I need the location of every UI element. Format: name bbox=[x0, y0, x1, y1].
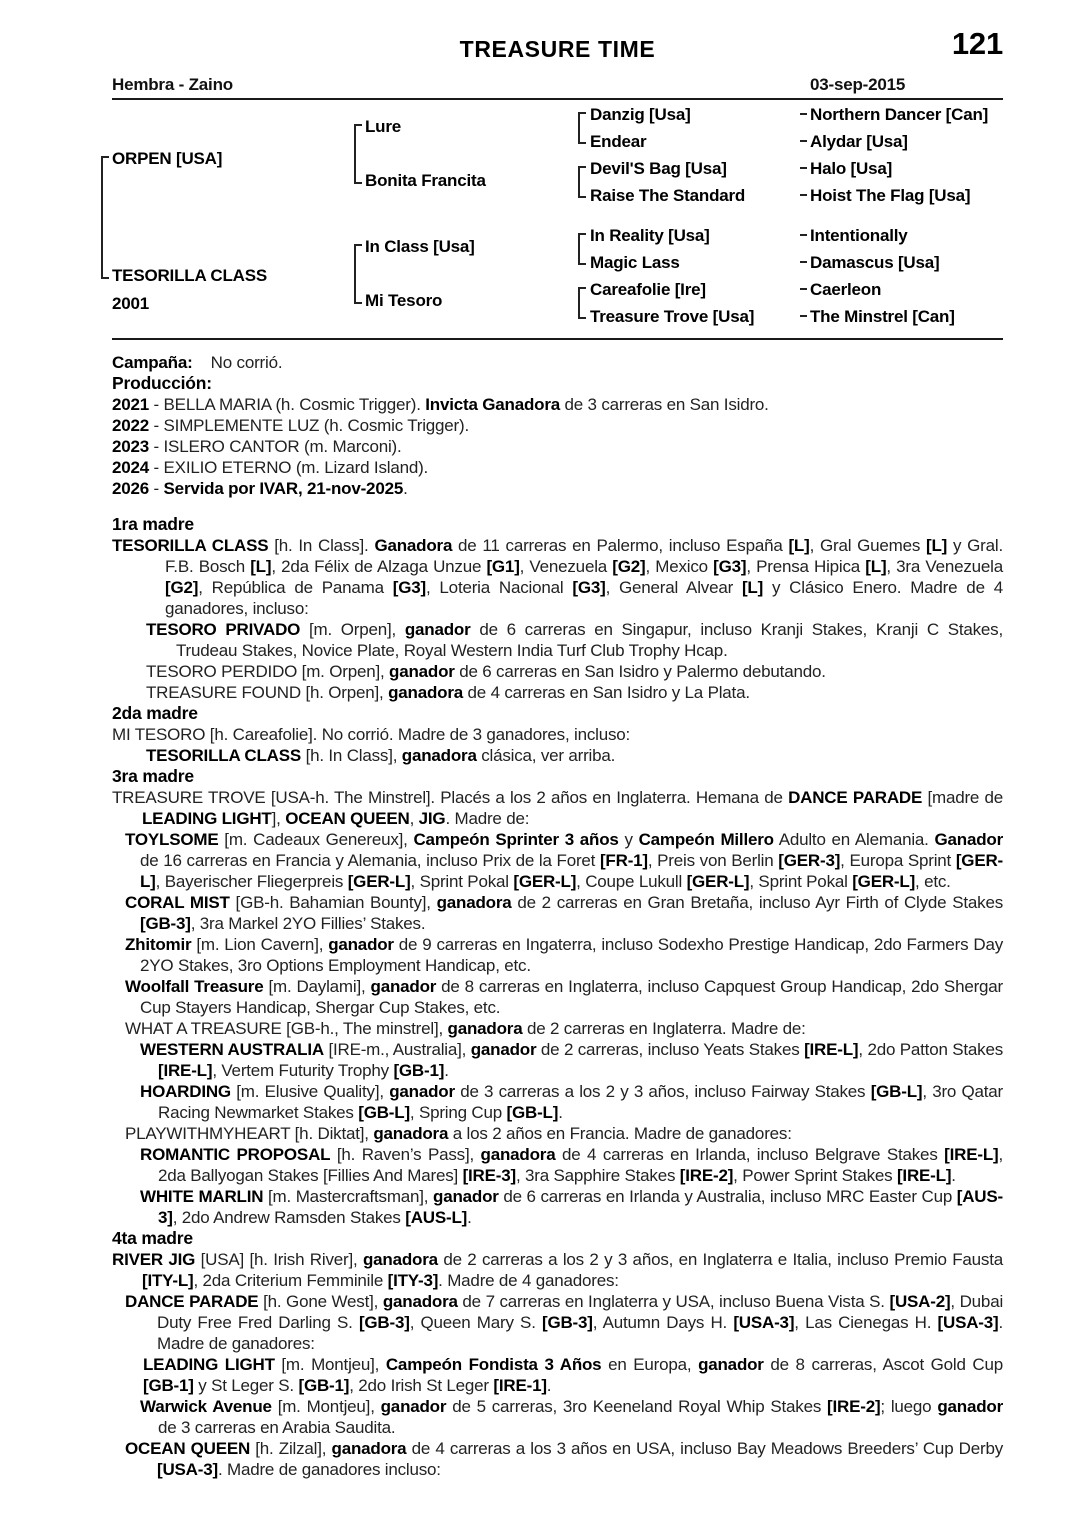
text-segment: ganadora bbox=[401, 746, 477, 765]
text-segment: , Queen Mary S. bbox=[409, 1313, 542, 1332]
text-segment: . bbox=[546, 1376, 552, 1395]
text-segment: [h. In Class]. bbox=[268, 536, 375, 555]
text-segment: , 2do Patton Stakes bbox=[858, 1040, 1004, 1059]
text-segment: [G1] bbox=[486, 557, 520, 576]
text-segment: [GB-1] bbox=[143, 1376, 194, 1395]
text-segment: LEADING LIGHT bbox=[143, 1355, 275, 1374]
gen3-name: Raise The Standard bbox=[590, 186, 746, 205]
text-segment: [L] bbox=[926, 536, 948, 555]
record-paragraph bbox=[140, 1186, 1003, 1228]
text-segment: OCEAN QUEEN bbox=[285, 809, 410, 828]
text-segment: , Las Cienegas H. bbox=[794, 1313, 938, 1332]
record-paragraph bbox=[125, 976, 1004, 1018]
pedigree-dash bbox=[800, 167, 807, 169]
text-segment: , Coupe Lukull bbox=[576, 872, 687, 891]
text-segment: ganadora bbox=[447, 1019, 523, 1038]
pedigree-dash bbox=[800, 194, 807, 196]
text-segment: 1ra madre bbox=[112, 514, 194, 534]
text-segment: de 6 carreras en Singapur, incluso Kranji Stakes, Kranji C Stakes, Trudeau Stakes, Novice Plate, Royal Western India Turf Club Trophy Hcap. bbox=[176, 620, 1003, 660]
record-paragraph bbox=[140, 1081, 1004, 1123]
text-segment: [USA-3] bbox=[937, 1313, 999, 1332]
record-paragraph bbox=[112, 787, 1004, 829]
text-segment: Campaña: bbox=[112, 353, 193, 372]
text-segment: . Madre de 4 ganadores: bbox=[438, 1271, 619, 1290]
text-segment: de 11 carreras en Palermo, incluso España bbox=[452, 536, 789, 555]
text-segment: [IRE-L] bbox=[158, 1061, 213, 1080]
text-segment: Adulto en Alemania. bbox=[773, 830, 935, 849]
text-segment: de 16 carreras en Francia y Alemania, incluso Prix de la Foret bbox=[140, 851, 600, 870]
text-segment: - EXILIO ETERNO (m. Lizard Island). bbox=[149, 458, 429, 477]
text-segment: de 3 carreras en Arabia Saudita. bbox=[158, 1418, 396, 1437]
text-segment: [m. Montjeu], bbox=[274, 1355, 386, 1374]
text-segment: Invicta Ganadora bbox=[425, 395, 560, 414]
text-segment: TESORILLA CLASS bbox=[112, 536, 269, 555]
text-segment: [G2] bbox=[612, 557, 646, 576]
text-segment: [h. Zilzal], bbox=[250, 1439, 332, 1458]
dam-name: TESORILLA CLASS bbox=[112, 266, 268, 285]
text-segment: ganador bbox=[380, 1397, 447, 1416]
text-segment: TESORO PERDIDO [m. Orpen], bbox=[146, 662, 390, 681]
text-segment: 2021 bbox=[112, 395, 150, 414]
text-segment: ganador bbox=[937, 1397, 1004, 1416]
text-segment: . bbox=[558, 1103, 563, 1122]
text-segment: , Europa Sprint bbox=[840, 851, 956, 870]
gen4-name: Damascus [Usa] bbox=[810, 253, 940, 272]
text-segment: de 4 carreras en San Isidro y La Plata. bbox=[463, 683, 750, 702]
text-segment: y Clásico Enero. Madre de 4 ganadores, incluso: bbox=[165, 578, 1003, 618]
text-segment: y Gral. F.B. Bosch bbox=[165, 536, 1003, 576]
text-segment: DANCE PARADE bbox=[125, 1292, 259, 1311]
text-segment: [G3] bbox=[713, 557, 747, 576]
text-segment: ; luego bbox=[880, 1397, 938, 1416]
text-segment: , 2da Criterium Femminile bbox=[193, 1271, 388, 1290]
text-segment: [AUS-L] bbox=[405, 1208, 468, 1227]
text-segment: 2024 bbox=[112, 458, 150, 477]
text-segment: , Sprint Pokal bbox=[749, 872, 853, 891]
text-segment: de 7 carreras en Inglaterra y USA, incluso Buena Vista S. bbox=[457, 1292, 890, 1311]
text-segment: [GER-L] bbox=[347, 872, 411, 891]
text-segment: Campeón Millero bbox=[638, 830, 774, 849]
text-segment: de 4 carreras en Irlanda, incluso Belgrave Stakes bbox=[555, 1145, 945, 1164]
text-segment: ganadora bbox=[382, 1292, 458, 1311]
text-segment: [L] bbox=[788, 536, 810, 555]
text-segment: [IRE-2] bbox=[827, 1397, 881, 1416]
text-segment: [IRE-L] bbox=[896, 1166, 952, 1185]
text-segment: de 2 carreras en Inglaterra. Madre de: bbox=[522, 1019, 806, 1038]
gen4-name: Halo [Usa] bbox=[810, 159, 893, 178]
dam-foaling-year: 2001 bbox=[112, 294, 150, 313]
text-segment: 2022 bbox=[112, 416, 150, 435]
text-segment: ganador bbox=[370, 977, 437, 996]
sex-coat-label: Hembra - Zaino bbox=[112, 75, 233, 94]
text-segment: , bbox=[409, 809, 419, 828]
text-segment: 2026 bbox=[112, 479, 150, 498]
record-paragraph bbox=[112, 724, 1003, 745]
record-paragraph bbox=[146, 661, 1003, 682]
record-paragraph bbox=[112, 478, 1003, 499]
text-segment: Ganadora bbox=[374, 536, 453, 555]
record-paragraph bbox=[125, 934, 1003, 976]
text-segment: [GB-L] bbox=[358, 1103, 410, 1122]
text-segment: 3ra madre bbox=[112, 766, 194, 786]
text-segment: [GB-3] bbox=[542, 1313, 593, 1332]
text-segment: , 3ro Qatar Racing Newmarket Stakes bbox=[158, 1082, 1004, 1122]
record-paragraph bbox=[140, 1396, 1004, 1438]
text-segment: de 6 carreras en San Isidro y Palermo debutando. bbox=[454, 662, 826, 681]
record-paragraph bbox=[146, 745, 1003, 766]
text-segment: TESORO PRIVADO bbox=[146, 620, 301, 639]
text-segment: . bbox=[444, 1061, 449, 1080]
text-segment: de 5 carreras, 3ro Keeneland Royal Whip Stakes bbox=[446, 1397, 828, 1416]
text-segment: Woolfall Treasure bbox=[125, 977, 264, 996]
sire-name: ORPEN [USA] bbox=[112, 149, 223, 168]
text-segment: - BELLA MARIA (h. Cosmic Trigger). bbox=[149, 395, 426, 414]
text-segment: . bbox=[951, 1166, 956, 1185]
text-segment: , 2da Ballyogan Stakes [Fillies And Mares] bbox=[158, 1145, 1003, 1185]
text-segment: [GB-L] bbox=[506, 1103, 559, 1122]
gen2-name: Mi Tesoro bbox=[365, 291, 443, 310]
text-segment: [GER-3] bbox=[778, 851, 841, 870]
pedigree-bracket bbox=[578, 112, 586, 144]
text-segment: [USA] [h. Irish River], bbox=[195, 1250, 363, 1269]
text-segment: ganadora bbox=[331, 1439, 407, 1458]
record-paragraph bbox=[146, 619, 1003, 661]
text-segment: No corrió. bbox=[192, 353, 283, 372]
text-segment: , Prensa Hipica bbox=[746, 557, 866, 576]
text-segment: [FR-1] bbox=[599, 851, 648, 870]
text-segment: y St Leger S. bbox=[193, 1376, 299, 1395]
text-segment: [ITY-3] bbox=[387, 1271, 439, 1290]
text-segment: , Sprint Pokal bbox=[410, 872, 514, 891]
text-segment: [GER-L] bbox=[852, 872, 916, 891]
text-segment: , Venezuela bbox=[519, 557, 613, 576]
text-segment: ganadora bbox=[373, 1124, 449, 1143]
record-paragraph bbox=[112, 535, 1003, 619]
text-segment: , Bayerischer Fliegerpreis bbox=[155, 872, 348, 891]
gen3-name: Careafolie [Ire] bbox=[590, 280, 706, 299]
text-segment: de 8 carreras, Ascot Gold Cup bbox=[763, 1355, 1003, 1374]
text-segment: Producción: bbox=[112, 373, 212, 393]
text-segment: , etc. bbox=[915, 872, 951, 891]
text-segment: . Madre de ganadores: bbox=[157, 1313, 1003, 1353]
pedigree-chart bbox=[112, 100, 1003, 340]
text-segment: de 6 carreras en Irlanda y Australia, incluso MRC Easter Cup bbox=[498, 1187, 957, 1206]
record-paragraph bbox=[140, 1039, 1004, 1081]
text-segment: TREASURE TROVE [USA-h. The Minstrel]. Placés a los 2 años en Inglaterra. Hemana de bbox=[112, 788, 789, 807]
gen4-name: Intentionally bbox=[810, 226, 908, 245]
text-segment: ganador bbox=[470, 1040, 537, 1059]
text-segment: , Vertem Futurity Trophy bbox=[212, 1061, 394, 1080]
gen4-name: Hoist The Flag [Usa] bbox=[810, 186, 971, 205]
text-segment: ganador bbox=[698, 1355, 764, 1374]
text-segment: [GB-3] bbox=[358, 1313, 410, 1332]
text-segment: Campeón Sprinter 3 años bbox=[413, 830, 619, 849]
text-segment: [GER-L] bbox=[513, 872, 577, 891]
text-segment: - ISLERO CANTOR (m. Marconi). bbox=[149, 437, 402, 456]
horse-name-title: TREASURE TIME bbox=[459, 36, 656, 62]
text-segment: OCEAN QUEEN bbox=[125, 1439, 251, 1458]
text-segment: ], bbox=[271, 809, 286, 828]
gen3-name: Magic Lass bbox=[590, 253, 680, 272]
text-segment: 2da madre bbox=[112, 703, 198, 723]
record-paragraph bbox=[112, 394, 1003, 415]
gen3-name: Endear bbox=[590, 132, 647, 151]
text-segment: [AUS-3] bbox=[158, 1187, 1003, 1227]
record-paragraph bbox=[125, 829, 1004, 892]
text-segment: - SIMPLEMENTE LUZ (h. Cosmic Trigger). bbox=[149, 416, 470, 435]
text-segment: [L] bbox=[865, 557, 887, 576]
pedigree-dash bbox=[800, 140, 807, 142]
produce-record bbox=[112, 340, 1003, 1480]
text-segment: , República de Panama bbox=[198, 578, 393, 597]
text-segment: de 3 carreras a los 2 y 3 años, incluso Fairway Stakes bbox=[454, 1082, 871, 1101]
text-segment: [L] bbox=[741, 578, 764, 597]
text-segment: ganadora bbox=[362, 1250, 438, 1269]
text-segment: [madre de bbox=[922, 788, 1004, 807]
text-segment: , Autumn Days H. bbox=[592, 1313, 734, 1332]
text-segment: 2023 bbox=[112, 437, 150, 456]
text-segment: MI TESORO [h. Careafolie]. No corrió. Madre de 3 ganadores, incluso: bbox=[112, 725, 631, 744]
pedigree-dash bbox=[800, 234, 807, 236]
text-segment: . bbox=[403, 479, 408, 498]
text-segment: [m. Mastercraftsman], bbox=[263, 1187, 434, 1206]
text-segment: - bbox=[149, 479, 164, 498]
text-segment: HOARDING bbox=[140, 1082, 231, 1101]
text-segment: de 2 carreras, incluso Yeats Stakes bbox=[536, 1040, 805, 1059]
madre-heading bbox=[112, 373, 1003, 394]
text-segment: de 9 carreras en Ingaterra, incluso Sodexho Prestige Handicap, 2do Farmers Day 2YO Stakes, 3ro Options Employment Handicap, etc. bbox=[140, 935, 1003, 975]
text-segment: [IRE-1] bbox=[493, 1376, 547, 1395]
gen3-name: Devil'S Bag [Usa] bbox=[590, 159, 727, 178]
text-segment: , 3ra Markel 2YO Fillies’ Stakes. bbox=[190, 914, 426, 933]
text-segment: TREASURE FOUND [h. Orpen], bbox=[146, 683, 389, 702]
record-paragraph bbox=[143, 1354, 1003, 1396]
text-segment: de 2 carreras en Gran Bretaña, incluso Ayr Firth of Clyde Stakes bbox=[511, 893, 1004, 912]
text-segment: ganador bbox=[404, 620, 471, 639]
record-paragraph bbox=[140, 1144, 1003, 1186]
pedigree-bracket bbox=[101, 156, 109, 279]
text-segment: , Spring Cup bbox=[409, 1103, 507, 1122]
record-paragraph bbox=[146, 682, 1003, 703]
text-segment: , 2do Andrew Ramsden Stakes bbox=[172, 1208, 406, 1227]
text-segment: a los 2 años en Francia. Madre de ganadores: bbox=[448, 1124, 792, 1143]
text-segment: [m. Daylami], bbox=[263, 977, 371, 996]
text-segment: [GB-L] bbox=[870, 1082, 923, 1101]
text-segment: , Gral Guemes bbox=[809, 536, 927, 555]
text-segment: [IRE-L] bbox=[944, 1145, 999, 1164]
text-segment: , 2do Irish St Leger bbox=[349, 1376, 494, 1395]
text-segment: [ITY-L] bbox=[142, 1271, 194, 1290]
text-segment: ROMANTIC PROPOSAL bbox=[140, 1145, 331, 1164]
text-segment: de 3 carreras en San Isidro. bbox=[559, 395, 769, 414]
text-segment: [m. Lion Cavern], bbox=[191, 935, 329, 954]
birth-date-label: 03-sep-2015 bbox=[810, 75, 906, 94]
page-header bbox=[112, 0, 1003, 100]
text-segment: [GB-3] bbox=[140, 914, 191, 933]
text-segment: [IRE-L] bbox=[804, 1040, 859, 1059]
text-segment: . Madre de: bbox=[445, 809, 530, 828]
pedigree-bracket bbox=[578, 166, 586, 198]
text-segment: [GB-h. Bahamian Bounty], bbox=[229, 893, 437, 912]
record-paragraph bbox=[112, 352, 1003, 373]
gen4-name: Northern Dancer [Can] bbox=[810, 105, 989, 124]
gen2-name: Bonita Francita bbox=[365, 171, 486, 190]
text-segment: , Mexico bbox=[645, 557, 714, 576]
text-segment: PLAYWITHMYHEART [h. Diktat], bbox=[125, 1124, 374, 1143]
text-segment: [GB-1] bbox=[298, 1376, 350, 1395]
gen3-name: In Reality [Usa] bbox=[590, 226, 710, 245]
text-segment: clásica, ver arriba. bbox=[476, 746, 616, 765]
madre-heading bbox=[112, 703, 1003, 724]
text-segment: WESTERN AUSTRALIA bbox=[140, 1040, 324, 1059]
text-segment: LEADING LIGHT bbox=[142, 809, 272, 828]
text-segment: WHAT A TREASURE [GB-h., The minstrel], bbox=[125, 1019, 448, 1038]
madre-heading bbox=[112, 766, 1003, 787]
text-segment: 4ta madre bbox=[112, 1228, 193, 1248]
text-segment: [GER-L] bbox=[686, 872, 750, 891]
gen4-name: Alydar [Usa] bbox=[810, 132, 908, 151]
text-segment: TOYLSOME bbox=[125, 830, 219, 849]
text-segment: , 3ra Sapphire Stakes bbox=[515, 1166, 680, 1185]
text-segment: . bbox=[467, 1208, 472, 1227]
text-segment: ganador bbox=[389, 1082, 455, 1101]
record-paragraph bbox=[112, 1249, 1003, 1291]
text-segment: DANCE PARADE bbox=[788, 788, 923, 807]
pedigree-bracket bbox=[354, 124, 362, 184]
record-paragraph bbox=[112, 415, 1003, 436]
text-segment: , 3ra Venezuela bbox=[886, 557, 1003, 576]
pedigree-dash bbox=[800, 315, 807, 317]
text-segment: ganador bbox=[328, 935, 394, 954]
gen4-name: The Minstrel [Can] bbox=[810, 307, 955, 326]
gen3-name: Treasure Trove [Usa] bbox=[590, 307, 755, 326]
text-segment: [IRE-2] bbox=[679, 1166, 734, 1185]
text-segment: [m. Orpen], bbox=[300, 620, 405, 639]
record-paragraph bbox=[112, 436, 1003, 457]
pedigree-bracket bbox=[578, 233, 586, 265]
text-segment: de 8 carreras en Inglaterra, incluso Capquest Group Handicap, 2do Shergar Cup Stayers Handicap, Shergar Cup Stakes, etc. bbox=[140, 977, 1004, 1017]
text-segment: , Power Sprint Stakes bbox=[733, 1166, 897, 1185]
pedigree-dash bbox=[800, 288, 807, 290]
text-segment: [h. Gone West], bbox=[258, 1292, 383, 1311]
text-segment: y bbox=[618, 830, 639, 849]
text-segment: , 2da Félix de Alzaga Unzue bbox=[271, 557, 487, 576]
record-paragraph bbox=[125, 1438, 1004, 1480]
text-segment: [m. Cadeaux Genereux], bbox=[218, 830, 414, 849]
pedigree-bracket bbox=[354, 244, 362, 304]
text-segment: [IRE-m., Australia], bbox=[323, 1040, 471, 1059]
text-segment: ganadora bbox=[436, 893, 512, 912]
text-segment: [USA-3] bbox=[733, 1313, 795, 1332]
text-segment: [m. Elusive Quality], bbox=[230, 1082, 390, 1101]
text-segment: , Loteria Nacional bbox=[426, 578, 573, 597]
text-segment: JIG bbox=[418, 809, 446, 828]
text-segment: Warwick Avenue bbox=[140, 1397, 272, 1416]
gen2-name: Lure bbox=[365, 117, 402, 136]
text-segment: [USA-2] bbox=[889, 1292, 951, 1311]
text-segment: RIVER JIG bbox=[112, 1250, 196, 1269]
text-segment: , General Alvear bbox=[605, 578, 742, 597]
text-segment: [L] bbox=[250, 557, 272, 576]
text-segment: . Madre de ganadores incluso: bbox=[217, 1460, 441, 1479]
text-segment: , Dubai Duty Free Fred Darling S. bbox=[157, 1292, 1004, 1332]
gen4-name: Caerleon bbox=[810, 280, 882, 299]
text-segment: [GB-1] bbox=[393, 1061, 445, 1080]
pedigree-bracket bbox=[578, 287, 586, 319]
text-segment: Zhitomir bbox=[125, 935, 192, 954]
text-segment: CORAL MIST bbox=[125, 893, 230, 912]
pedigree-dash bbox=[800, 261, 807, 263]
text-segment: [IRE-3] bbox=[462, 1166, 516, 1185]
pedigree-dash bbox=[800, 113, 807, 115]
text-segment: [G2] bbox=[165, 578, 199, 597]
text-segment: [GER-L] bbox=[140, 851, 1004, 891]
gen2-name: In Class [Usa] bbox=[365, 237, 475, 256]
text-segment: WHITE MARLIN bbox=[140, 1187, 264, 1206]
text-segment: ganador bbox=[389, 662, 455, 681]
text-segment: [m. Montjeu], bbox=[271, 1397, 381, 1416]
text-segment: de 4 carreras a los 3 años en USA, incluso Bay Meadows Breeders’ Cup Derby bbox=[406, 1439, 1004, 1458]
madre-heading bbox=[112, 1228, 1003, 1249]
record-paragraph bbox=[125, 892, 1004, 934]
text-segment: ganador bbox=[433, 1187, 499, 1206]
record-paragraph bbox=[112, 457, 1003, 478]
text-segment: TESORILLA CLASS bbox=[146, 746, 302, 765]
gen3-name: Danzig [Usa] bbox=[590, 105, 691, 124]
text-segment: [G3] bbox=[392, 578, 426, 597]
page-number: 121 bbox=[951, 26, 1003, 61]
text-segment: ganadora bbox=[388, 683, 464, 702]
madre-heading bbox=[112, 514, 1003, 535]
text-segment: , Preis von Berlin bbox=[647, 851, 779, 870]
record-paragraph bbox=[125, 1123, 1003, 1144]
record-paragraph bbox=[125, 1018, 1003, 1039]
text-segment: [USA-3] bbox=[157, 1460, 218, 1479]
text-segment: [G3] bbox=[572, 578, 606, 597]
record-paragraph bbox=[125, 1291, 1004, 1354]
text-segment: [h. In Class], bbox=[301, 746, 402, 765]
text-segment: Ganador bbox=[934, 830, 1004, 849]
text-segment: en Europa, bbox=[601, 1355, 699, 1374]
text-segment: de 2 carreras a los 2 y 3 años, en Inglaterra e Italia, incluso Premio Fausta bbox=[437, 1250, 1003, 1269]
text-segment: Servida por IVAR, 21-nov-2025 bbox=[163, 479, 404, 498]
text-segment: [h. Raven’s Pass], bbox=[330, 1145, 481, 1164]
text-segment: ganadora bbox=[480, 1145, 556, 1164]
text-segment: Campeón Fondista 3 Años bbox=[385, 1355, 602, 1374]
